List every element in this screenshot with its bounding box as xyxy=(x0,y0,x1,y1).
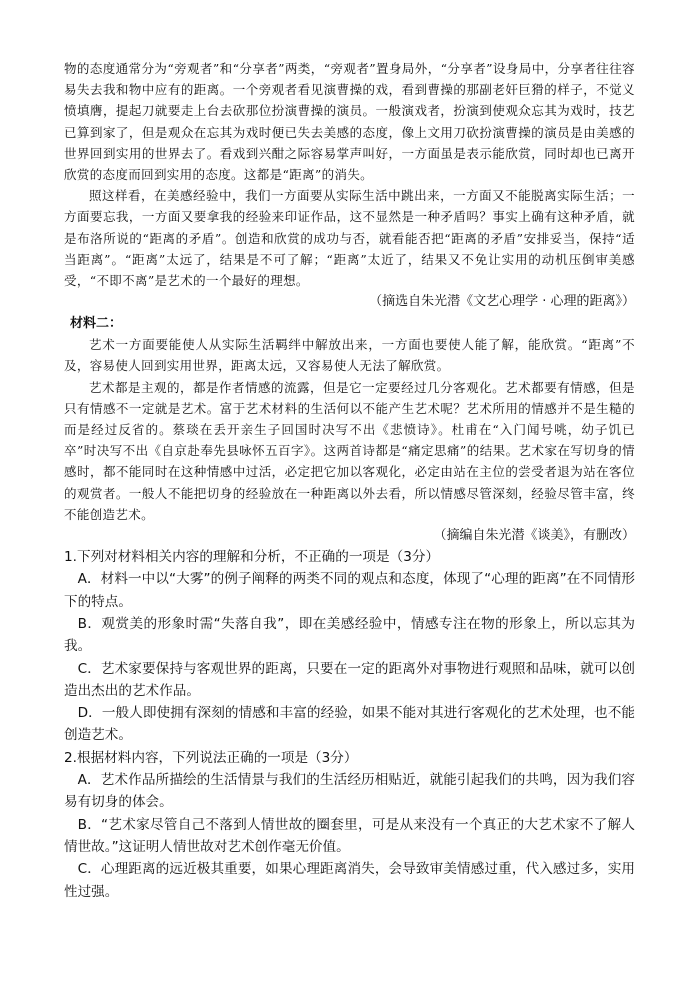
question-two-option-a: A．艺术作品所描绘的生活情景与我们的生活经历相贴近，就能引起我们的共鸣，因为我们容易有切身的体会。 xyxy=(64,772,635,811)
material-one-paragraph-1: 物的态度通常分为“旁观者”和“分享者”两类，“旁观者”置身局外，“分享者”设身局中，分享者往往容易失去我和物中应有的距离。一个旁观者看见演曹操的戏，看到曹操的那副老奸巨猾的样子，不觉义愤填膺，提起刀就要走上台去砍那位扮演曹操的演员。一般演戏者，扮演到使观众忘其为戏时，技艺已算到家了，但是观众在忘其为戏时便已失去美感的态度，像上文用刀砍扮演曹操的演员是由美感的世界回到实用的世界去了。看戏到兴酣之际容易掌声叫好，一方面虽是表示能欣赏，同时却也已离开欣赏的态度而回到实用的态度。这都是“距离”的消失。 xyxy=(64,61,635,183)
material-two-source: （摘编自朱光潜《谈美》，有删改） xyxy=(433,528,635,544)
question-two-option-b: B．“艺术家尽管自己不落到人情世故的圈套里，可是从来没有一个真正的大艺术家不了解人情世故。”这证明人情世故对艺术创作毫无价值。 xyxy=(64,816,635,855)
material-one xyxy=(64,58,635,312)
material-one-source: （摘选自朱光潜《文艺心理学 · 心理的距离》） xyxy=(369,294,635,310)
material-two-paragraph-1: 艺术一方面要能使人从实际生活羁绊中解放出来，一方面也要使人能了解，能欣赏。“距离”不及，容易使人回到实用世界，距离太远，又容易使人无法了解欣赏。 xyxy=(64,337,635,374)
question-two xyxy=(64,747,635,903)
material-two-heading: 材料二： xyxy=(70,316,123,332)
material-one-paragraph-2: 照这样看，在美感经验中，我们一方面要从实际生活中跳出来，一方面又不能脱离实际生活；一方面要忘我，一方面又要拿我的经验来印证作品，这不显然是一种矛盾吗？事实上确有这种矛盾，就是布洛所说的“距离的矛盾”。创造和欣赏的成功与否，就看能否把“距离的矛盾”安排妥当，保持“适当距离”。“距离”太远了，结果是不可了解；“距离”太近了，结果又不免让实用的动机压倒审美感受，“不即不离”是艺术的一个最好的理想。 xyxy=(64,188,635,289)
question-one-stem: 1.下列对材料相关内容的理解和分析，不正确的一项是（3分） xyxy=(64,549,440,566)
question-one-option-d: D．一般人即使拥有深刻的情感和丰富的经验，如果不能对其进行客观化的艺术处理，也不能创造艺术。 xyxy=(64,705,635,744)
question-one xyxy=(64,546,635,747)
question-one-option-a: A．材料一中以“大雾”的例子阐释的两类不同的观点和态度，体现了“心理的距离”在不同情形下的特点。 xyxy=(64,571,635,610)
question-one-option-c: C．艺术家要保持与客观世界的距离，只要在一定的距离外对事物进行观照和品味，就可以创造出杰出的艺术作品。 xyxy=(64,660,635,699)
material-two xyxy=(64,313,635,546)
question-two-option-c: C．心理距离的远近极其重要，如果心理距离消失，会导致审美情感过重，代入感过多，实用性过强。 xyxy=(64,861,635,900)
question-one-option-b: B．观赏美的形象时需“失落自我”，即在美感经验中，情感专注在物的形象上，所以忘其为我。 xyxy=(64,615,635,655)
question-two-stem: 2.根据材料内容，下列说法正确的一项是（3分） xyxy=(64,749,358,766)
material-two-paragraph-2: 艺术都是主观的，都是作者情感的流露，但是它一定要经过几分客观化。艺术都要有情感，但是只有情感不一定就是艺术。富于艺术材料的生活何以不能产生艺术呢？艺术所用的情感并不是生糙的而是经过反省的。蔡琰在丢开亲生子回国时决写不出《悲愤诗》。杜甫在“入门闻号咷，幼子饥已卒”时决写不出《自京赴奉先县咏怀五百字》。这两首诗都是“痛定思痛”的结果。艺术家在写切身的情感时，都不能同时在这种情感中过活，必定把它加以客观化，必定由站在主位的尝受者退为站在客位的观赏者。一般人不能把切身的经验放在一种距离以外去看，所以情感尽管深刻，经验尽管丰富，终不能创造艺术。 xyxy=(64,379,635,522)
